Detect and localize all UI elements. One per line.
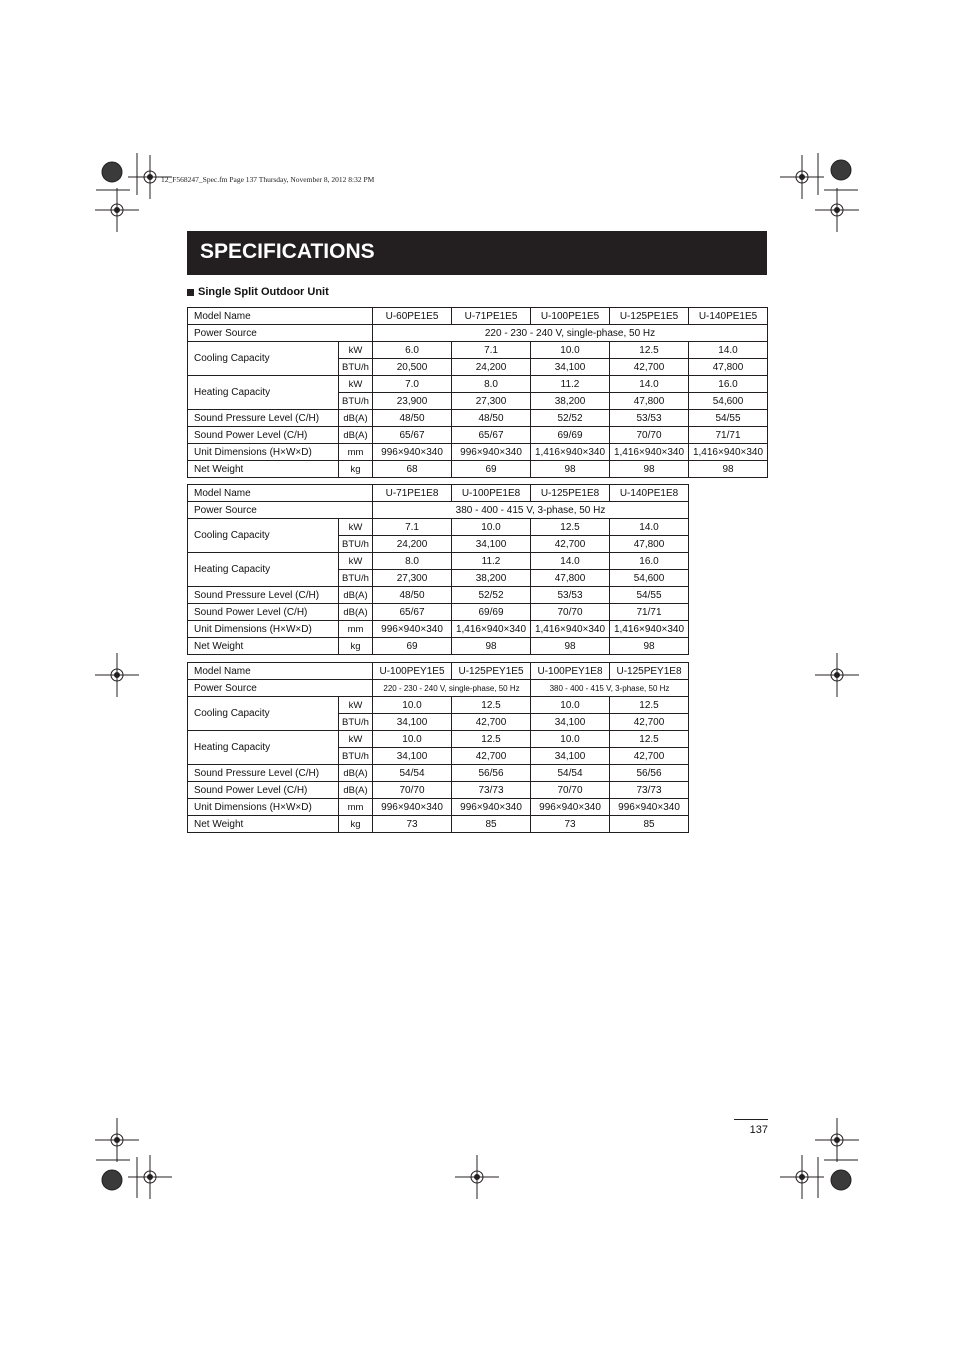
model-name-cell: U-100PE1E8 [452, 485, 531, 502]
value-cell: 12.5 [452, 697, 531, 714]
value-cell: 7.1 [373, 519, 452, 536]
value-cell: 27,300 [373, 570, 452, 587]
value-cell: 54/54 [373, 765, 452, 782]
model-name-cell: U-100PE1E5 [531, 308, 610, 325]
value-cell: 12.5 [531, 519, 610, 536]
value-cell: 48/50 [452, 410, 531, 427]
value-cell: 996×940×340 [373, 799, 452, 816]
unit-cell: dB(A) [339, 587, 373, 604]
table-row [188, 553, 689, 570]
value-cell: 7.0 [373, 376, 452, 393]
value-cell: 34,100 [531, 359, 610, 376]
model-name-cell: U-60PE1E5 [373, 308, 452, 325]
unit-cell: BTU/h [339, 570, 373, 587]
value-cell: 53/53 [610, 410, 689, 427]
value-cell: 996×940×340 [531, 799, 610, 816]
registration-target-dot [115, 1138, 120, 1143]
sound-power-level-label: Sound Power Level (C/H) [188, 427, 339, 444]
unit-dimensions-label: Unit Dimensions (H×W×D) [188, 444, 339, 461]
value-cell: 85 [610, 816, 689, 833]
value-cell: 12.5 [610, 697, 689, 714]
table-row [188, 621, 689, 638]
value-cell: 16.0 [689, 376, 768, 393]
section-heading-text: Single Split Outdoor Unit [198, 286, 329, 298]
value-cell: 27,300 [452, 393, 531, 410]
registration-target-dot [835, 208, 840, 213]
value-cell: 1,416×940×340 [531, 621, 610, 638]
model-name-cell: U-125PE1E8 [531, 485, 610, 502]
model-name-cell: U-71PE1E5 [452, 308, 531, 325]
table-row [188, 816, 689, 833]
value-cell: 10.0 [531, 697, 610, 714]
table-row [188, 308, 768, 325]
value-cell: 20,500 [373, 359, 452, 376]
sound-power-level-label: Sound Power Level (C/H) [188, 782, 339, 799]
color-bar-disc-icon [831, 1170, 851, 1190]
value-cell: 70/70 [610, 427, 689, 444]
value-cell: 42,700 [610, 714, 689, 731]
value-cell: 54,600 [689, 393, 768, 410]
model-name-cell: U-125PEY1E8 [610, 663, 689, 680]
value-cell: 56/56 [610, 765, 689, 782]
unit-cell: mm [339, 621, 373, 638]
sound-pressure-level-label: Sound Pressure Level (C/H) [188, 765, 339, 782]
registration-target-dot [835, 1138, 840, 1143]
unit-cell: mm [339, 799, 373, 816]
unit-cell: BTU/h [339, 536, 373, 553]
value-cell: 54/55 [610, 587, 689, 604]
value-cell: 34,100 [452, 536, 531, 553]
table-row [188, 782, 689, 799]
value-cell: 70/70 [531, 604, 610, 621]
heating-capacity-label: Heating Capacity [188, 376, 339, 410]
value-cell: 996×940×340 [452, 799, 531, 816]
value-cell: 1,416×940×340 [610, 444, 689, 461]
table-row [188, 485, 689, 502]
value-cell: 47,800 [689, 359, 768, 376]
value-cell: 52/52 [531, 410, 610, 427]
spec-table-pey [187, 662, 689, 833]
value-cell: 42,700 [452, 748, 531, 765]
value-cell: 34,100 [531, 714, 610, 731]
unit-cell: dB(A) [339, 765, 373, 782]
table-row [188, 342, 768, 359]
unit-dimensions-label: Unit Dimensions (H×W×D) [188, 799, 339, 816]
model-name-cell: U-125PEY1E5 [452, 663, 531, 680]
registration-target-dot [800, 1175, 805, 1180]
value-cell: 42,700 [531, 536, 610, 553]
value-cell: 42,700 [452, 714, 531, 731]
registration-target-dot [800, 175, 805, 180]
unit-cell: mm [339, 444, 373, 461]
value-cell: 14.0 [689, 342, 768, 359]
power-source-value: 380 - 400 - 415 V, 3-phase, 50 Hz [531, 680, 689, 697]
value-cell: 23,900 [373, 393, 452, 410]
value-cell: 996×940×340 [452, 444, 531, 461]
unit-cell: BTU/h [339, 359, 373, 376]
net-weight-label: Net Weight [188, 638, 339, 655]
table-row [188, 461, 768, 478]
value-cell: 14.0 [531, 553, 610, 570]
value-cell: 8.0 [373, 553, 452, 570]
table-row [188, 765, 689, 782]
value-cell: 10.0 [531, 342, 610, 359]
value-cell: 38,200 [531, 393, 610, 410]
value-cell: 24,200 [452, 359, 531, 376]
table-row [188, 799, 689, 816]
unit-cell: kW [339, 519, 373, 536]
unit-cell: kg [339, 816, 373, 833]
value-cell: 47,800 [610, 536, 689, 553]
sound-pressure-level-label: Sound Pressure Level (C/H) [188, 587, 339, 604]
value-cell: 53/53 [531, 587, 610, 604]
unit-cell: BTU/h [339, 748, 373, 765]
cooling-capacity-label: Cooling Capacity [188, 519, 339, 553]
cooling-capacity-label: Cooling Capacity [188, 342, 339, 376]
value-cell: 10.0 [373, 697, 452, 714]
spec-table-3-phase [187, 484, 689, 655]
value-cell: 69 [452, 461, 531, 478]
unit-cell: kW [339, 553, 373, 570]
value-cell: 12.5 [452, 731, 531, 748]
value-cell: 65/67 [452, 427, 531, 444]
table-row [188, 325, 768, 342]
color-bar-disc-icon [102, 1170, 122, 1190]
unit-cell: kW [339, 376, 373, 393]
value-cell: 12.5 [610, 731, 689, 748]
value-cell: 6.0 [373, 342, 452, 359]
value-cell: 1,416×940×340 [689, 444, 768, 461]
value-cell: 38,200 [452, 570, 531, 587]
value-cell: 69/69 [531, 427, 610, 444]
value-cell: 42,700 [610, 748, 689, 765]
page-title: SPECIFICATIONS [200, 240, 375, 263]
registration-target-dot [115, 208, 120, 213]
value-cell: 1,416×940×340 [610, 621, 689, 638]
unit-cell: kg [339, 638, 373, 655]
registration-target-dot [148, 175, 153, 180]
table-row [188, 604, 689, 621]
table-row [188, 680, 689, 697]
power-source-value: 380 - 400 - 415 V, 3-phase, 50 Hz [373, 502, 689, 519]
table-row [188, 638, 689, 655]
value-cell: 73/73 [610, 782, 689, 799]
model-name-label: Model Name [188, 485, 373, 502]
table-row [188, 444, 768, 461]
value-cell: 14.0 [610, 376, 689, 393]
model-name-label: Model Name [188, 308, 373, 325]
sound-pressure-level-label: Sound Pressure Level (C/H) [188, 410, 339, 427]
value-cell: 11.2 [531, 376, 610, 393]
value-cell: 12.5 [610, 342, 689, 359]
value-cell: 10.0 [373, 731, 452, 748]
value-cell: 996×940×340 [373, 444, 452, 461]
value-cell: 68 [373, 461, 452, 478]
value-cell: 7.1 [452, 342, 531, 359]
color-bar-disc-icon [831, 160, 851, 180]
value-cell: 73 [531, 816, 610, 833]
value-cell: 14.0 [610, 519, 689, 536]
model-name-cell: U-125PE1E5 [610, 308, 689, 325]
value-cell: 52/52 [452, 587, 531, 604]
model-name-cell: U-100PEY1E5 [373, 663, 452, 680]
value-cell: 24,200 [373, 536, 452, 553]
page-number: 137 [734, 1119, 768, 1136]
table-row [188, 697, 689, 714]
model-name-label: Model Name [188, 663, 373, 680]
value-cell: 65/67 [373, 604, 452, 621]
cooling-capacity-label: Cooling Capacity [188, 697, 339, 731]
model-name-cell: U-140PE1E5 [689, 308, 768, 325]
heating-capacity-label: Heating Capacity [188, 731, 339, 765]
registration-target-dot [475, 1175, 480, 1180]
unit-cell: kW [339, 342, 373, 359]
value-cell: 10.0 [452, 519, 531, 536]
net-weight-label: Net Weight [188, 816, 339, 833]
value-cell: 54,600 [610, 570, 689, 587]
value-cell: 8.0 [452, 376, 531, 393]
value-cell: 47,800 [531, 570, 610, 587]
value-cell: 98 [689, 461, 768, 478]
value-cell: 1,416×940×340 [452, 621, 531, 638]
section-heading [187, 286, 329, 298]
value-cell: 48/50 [373, 410, 452, 427]
net-weight-label: Net Weight [188, 461, 339, 478]
value-cell: 10.0 [531, 731, 610, 748]
table-row [188, 587, 689, 604]
unit-cell: dB(A) [339, 410, 373, 427]
model-name-cell: U-71PE1E8 [373, 485, 452, 502]
value-cell: 1,416×940×340 [531, 444, 610, 461]
registration-target-dot [115, 673, 120, 678]
table-row [188, 427, 768, 444]
unit-cell: BTU/h [339, 714, 373, 731]
registration-target-dot [835, 673, 840, 678]
value-cell: 85 [452, 816, 531, 833]
value-cell: 996×940×340 [610, 799, 689, 816]
color-bar-disc-icon [102, 162, 122, 182]
unit-cell: dB(A) [339, 604, 373, 621]
value-cell: 47,800 [610, 393, 689, 410]
title-bar [187, 231, 767, 275]
table-row [188, 731, 689, 748]
value-cell: 54/55 [689, 410, 768, 427]
unit-cell: kW [339, 731, 373, 748]
value-cell: 34,100 [531, 748, 610, 765]
value-cell: 65/67 [373, 427, 452, 444]
value-cell: 54/54 [531, 765, 610, 782]
table-row [188, 663, 689, 680]
value-cell: 42,700 [610, 359, 689, 376]
table-row [188, 376, 768, 393]
value-cell: 70/70 [531, 782, 610, 799]
model-name-cell: U-100PEY1E8 [531, 663, 610, 680]
value-cell: 16.0 [610, 553, 689, 570]
unit-cell: dB(A) [339, 427, 373, 444]
value-cell: 70/70 [373, 782, 452, 799]
spec-table-single-phase [187, 307, 768, 478]
value-cell: 996×940×340 [373, 621, 452, 638]
value-cell: 11.2 [452, 553, 531, 570]
value-cell: 56/56 [452, 765, 531, 782]
value-cell: 71/71 [689, 427, 768, 444]
value-cell: 98 [610, 461, 689, 478]
sound-power-level-label: Sound Power Level (C/H) [188, 604, 339, 621]
unit-cell: dB(A) [339, 782, 373, 799]
unit-cell: kW [339, 697, 373, 714]
registration-target-dot [148, 1175, 153, 1180]
power-source-value: 220 - 230 - 240 V, single-phase, 50 Hz [373, 325, 768, 342]
square-bullet-icon [187, 289, 194, 296]
heating-capacity-label: Heating Capacity [188, 553, 339, 587]
value-cell: 69/69 [452, 604, 531, 621]
table-row [188, 410, 768, 427]
value-cell: 69 [373, 638, 452, 655]
value-cell: 71/71 [610, 604, 689, 621]
value-cell: 98 [610, 638, 689, 655]
value-cell: 34,100 [373, 714, 452, 731]
value-cell: 73/73 [452, 782, 531, 799]
value-cell: 48/50 [373, 587, 452, 604]
value-cell: 98 [452, 638, 531, 655]
file-slug: 12_F568247_Spec.fm Page 137 Thursday, November 8, 2012 8:32 PM [161, 175, 375, 184]
table-row [188, 502, 689, 519]
value-cell: 98 [531, 461, 610, 478]
value-cell: 73 [373, 816, 452, 833]
model-name-cell: U-140PE1E8 [610, 485, 689, 502]
power-source-label: Power Source [188, 502, 373, 519]
table-row [188, 519, 689, 536]
value-cell: 98 [531, 638, 610, 655]
unit-cell: kg [339, 461, 373, 478]
power-source-label: Power Source [188, 325, 373, 342]
unit-dimensions-label: Unit Dimensions (H×W×D) [188, 621, 339, 638]
value-cell: 34,100 [373, 748, 452, 765]
unit-cell: BTU/h [339, 393, 373, 410]
power-source-value: 220 - 230 - 240 V, single-phase, 50 Hz [373, 680, 531, 697]
power-source-label: Power Source [188, 680, 373, 697]
